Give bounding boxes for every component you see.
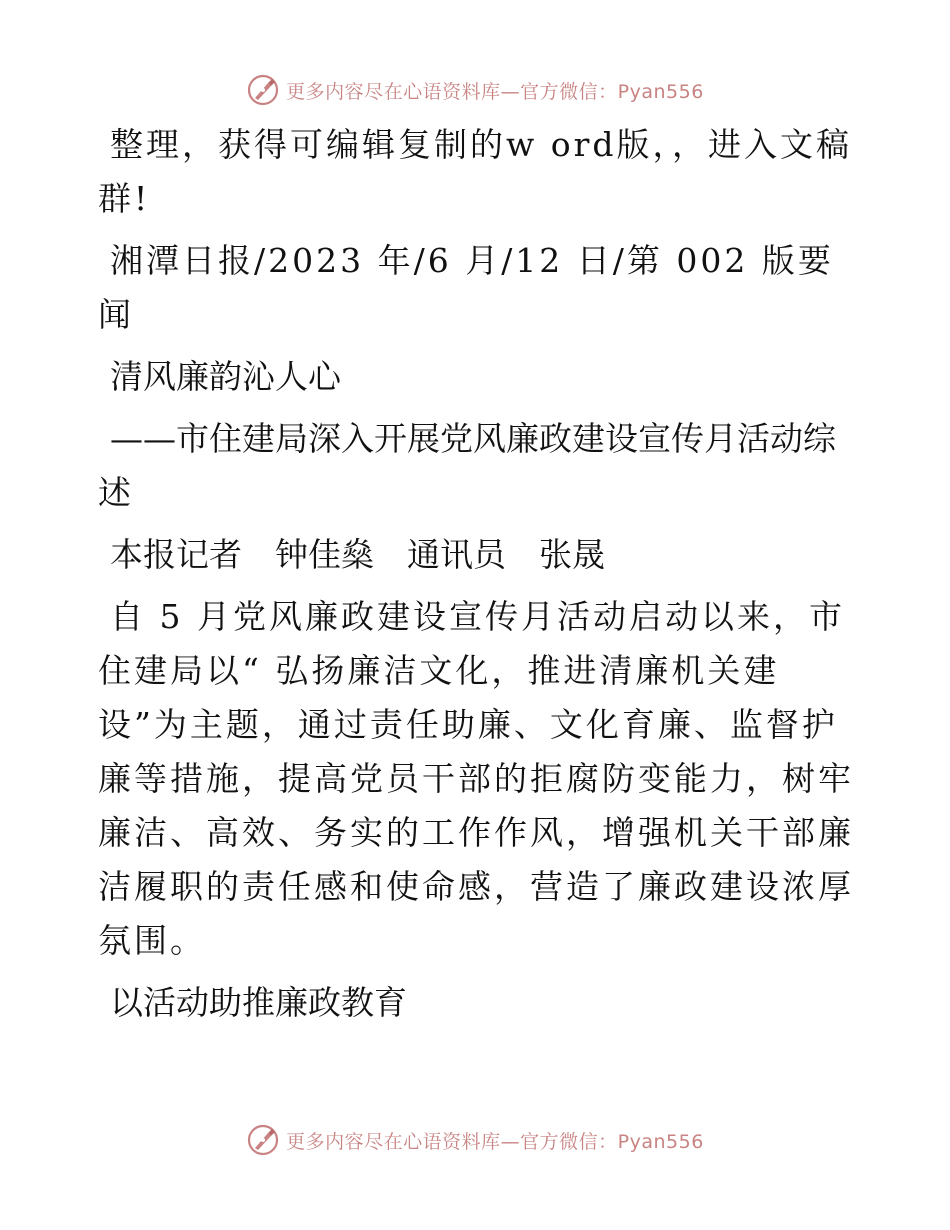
body-paragraph: 自 5 月党风廉政建设宣传月活动启动以来，市住建局以“ 弘扬廉洁文化，推进清廉机关建设”为主题，通过责任助廉、文化育廉、监督护廉等措施，提高党员干部的拒腐防变能力，树牢廉洁、高效、务实的工作作风，增强机关干部廉洁履职的责任感和使命感，营造了廉政建设浓厚氛围。	[98, 597, 854, 960]
pen-logo-icon	[246, 1123, 280, 1157]
source-line: 湘潭日报/2023 年/6 月/12 日/第 002 版要闻	[98, 241, 834, 334]
intro-paragraph: 整理，获得可编辑复制的w ord版，，进入文稿群!	[98, 125, 853, 218]
footer-watermark	[0, 1122, 950, 1158]
pen-logo-icon	[246, 73, 280, 107]
section-heading: 以活动助推廉政教育	[110, 983, 407, 1022]
article-subtitle: ——市住建局深入开展党风廉政建设宣传月活动综述	[98, 419, 836, 512]
document-body	[98, 118, 858, 1038]
watermark-text: 更多内容尽在心语资料库—官方微信：Pyan556	[286, 1130, 704, 1153]
byline: 本报记者 钟佳燊 通讯员 张晟	[110, 535, 605, 574]
header-watermark	[0, 72, 950, 108]
article-title: 清风廉韵沁人心	[110, 357, 341, 396]
watermark-text: 更多内容尽在心语资料库—官方微信：Pyan556	[286, 80, 704, 103]
